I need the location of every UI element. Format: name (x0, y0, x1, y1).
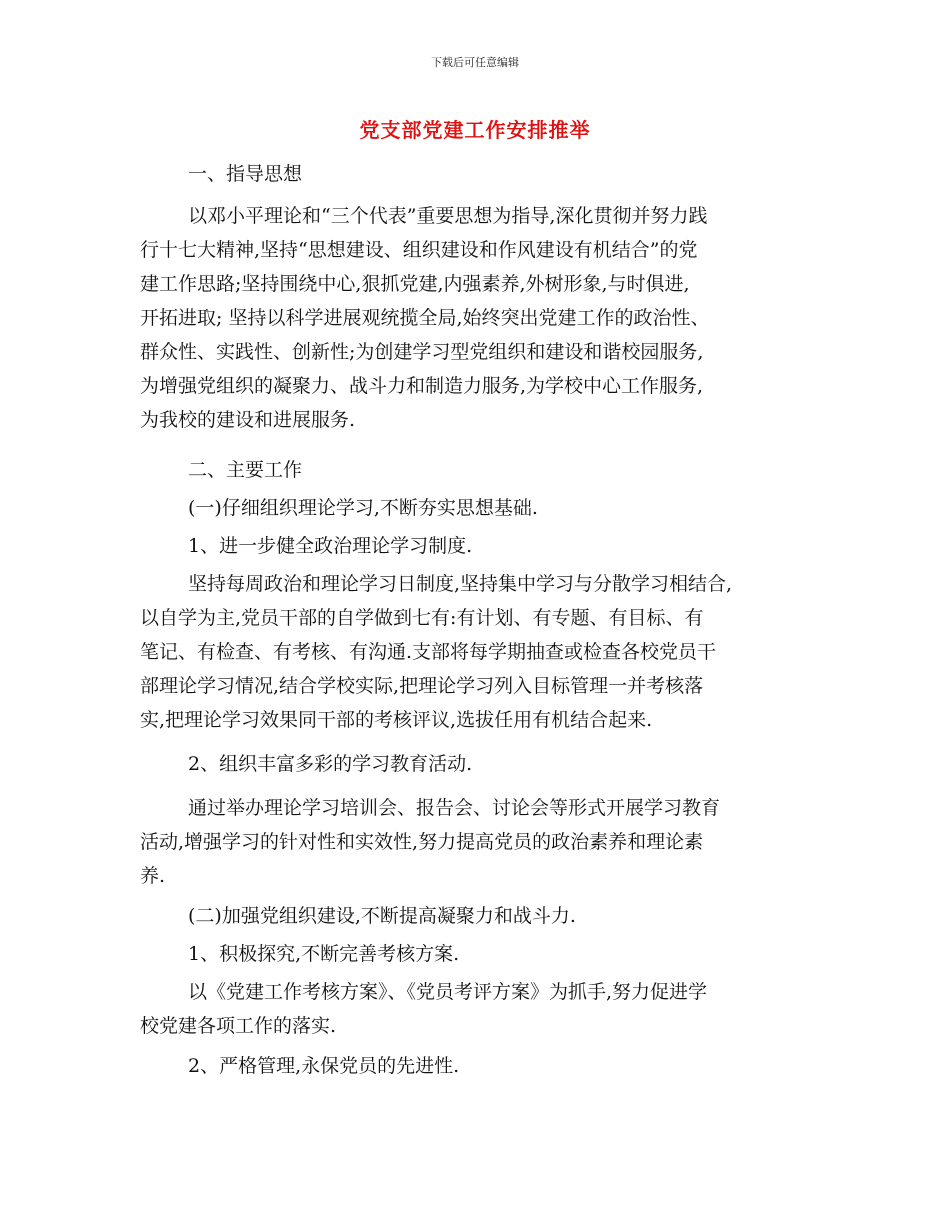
paragraph-line: 开拓进取; 坚持以科学进展观统揽全局,始终突出党建工作的政治性、 (140, 307, 710, 329)
paragraph-line: 坚持每周政治和理论学习日制度,坚持集中学习与分散学习相结合, (188, 573, 733, 595)
subsection-heading: (一)仔细组织理论学习,不断夯实思想基础. (188, 497, 538, 519)
paragraph-line: 以《党建工作考核方案》、《党员考评方案》为抓手,努力促进学 (188, 981, 708, 1003)
paragraph-line: 养. (140, 865, 166, 887)
paragraph-line: 部理论学习情况,结合学校实际,把理论学习列入目标管理一并考核落 (140, 675, 704, 697)
paragraph-line: 为我校的建设和进展服务. (140, 409, 356, 431)
paragraph-line: 活动,增强学习的针对性和实效性,努力提高党员的政治素养和理论素 (140, 831, 704, 853)
item-heading: 2、组织丰富多彩的学习教育活动. (188, 753, 473, 775)
item-heading: 2、严格管理,永保党员的先进性. (188, 1055, 460, 1077)
page-header: 下载后可任意编辑 (431, 56, 519, 69)
subsection-heading: (二)加强党组织建设,不断提高凝聚力和战斗力. (188, 905, 576, 927)
paragraph-line: 行十七大精神,坚持“思想建设、组织建设和作风建设有机结合”的党 (140, 239, 698, 261)
paragraph-line: 通过举办理论学习培训会、报告会、讨论会等形式开展学习教育 (188, 797, 721, 819)
section-heading: 二、主要工作 (188, 459, 303, 481)
item-heading: 1、进一步健全政治理论学习制度. (188, 535, 473, 557)
paragraph-line: 以自学为主,党员干部的自学做到七有:有计划、有专题、有目标、有 (140, 607, 704, 629)
section-heading: 一、指导思想 (188, 163, 303, 185)
paragraph-line: 群众性、实践性、创新性;为创建学习型党组织和建设和谐校园服务, (140, 341, 704, 363)
document-title: 党支部党建工作安排推举 (359, 118, 591, 142)
paragraph-line: 实,把理论学习效果同干部的考核评议,选拔任用有机结合起来. (140, 709, 653, 731)
paragraph-line: 以邓小平理论和“三个代表”重要思想为指导,深化贯彻并努力践 (188, 205, 708, 227)
paragraph-line: 为增强党组织的凝聚力、战斗力和制造力服务,为学校中心工作服务, (140, 375, 704, 397)
item-heading: 1、积极探究,不断完善考核方案. (188, 943, 460, 965)
paragraph-line: 校党建各项工作的落实. (140, 1015, 337, 1037)
paragraph-line: 笔记、有检查、有考核、有沟通.支部将每学期抽查或检查各校党员干 (140, 641, 717, 663)
paragraph-line: 建工作思路;坚持围绕中心,狠抓党建,内强素养,外树形象,与时俱进, (140, 273, 690, 295)
